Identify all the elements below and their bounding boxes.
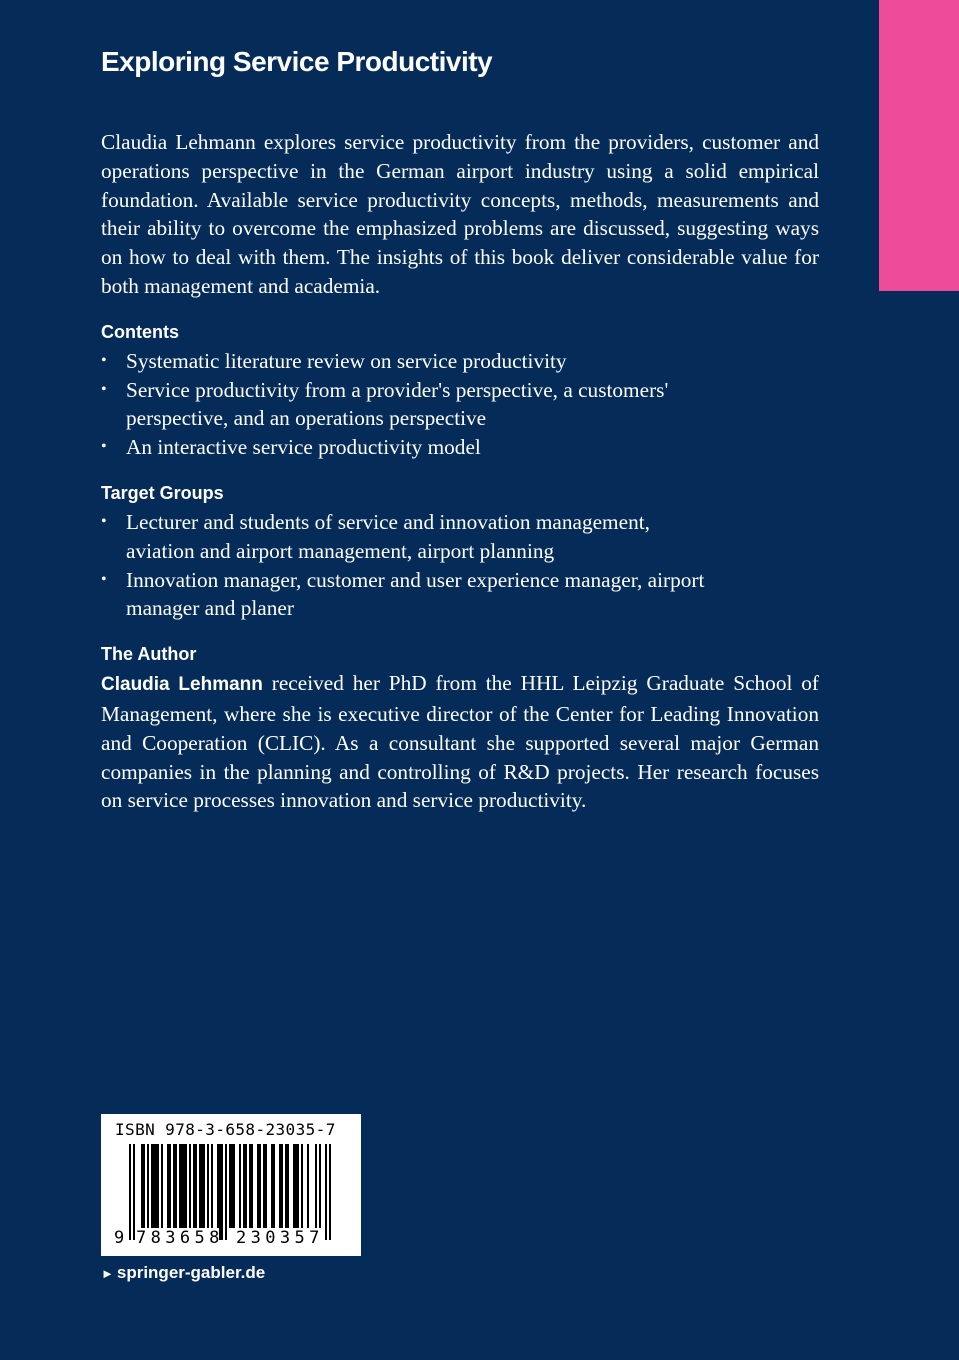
author-bio: [101, 669, 819, 815]
publisher-link[interactable]: [101, 1262, 265, 1285]
barcode-bar: [295, 1144, 297, 1228]
barcode-bar: [315, 1144, 317, 1228]
barcode-bar: [129, 1144, 131, 1240]
barcode-bar: [195, 1144, 197, 1228]
author-heading: The Author: [101, 644, 197, 665]
barcode-bar: [189, 1144, 191, 1228]
barcode-bar: [273, 1144, 275, 1228]
barcode-bar: [143, 1144, 145, 1228]
barcode-bar: [151, 1144, 153, 1228]
barcode-bar: [179, 1144, 181, 1228]
author-bio-text: received her PhD from the HHL Leipzig Graduate School of Management, where she is executive director of the Center for Leading Innovation and Cooperation (CLIC). As a consultant she supported several major German companies in the planning and controlling of R&D projects. Her research focuses on service processes innovation and service productivity.: [101, 671, 819, 813]
barcode-bar: [175, 1144, 177, 1228]
barcode-bar: [297, 1144, 299, 1228]
barcode-bar: [279, 1144, 281, 1228]
barcode-bar: [325, 1144, 327, 1240]
barcode-bar: [169, 1144, 171, 1228]
barcode-bar: [183, 1144, 185, 1228]
barcode-bar: [271, 1144, 273, 1228]
list-item: • Lecturer and students of service and innovation management, aviation and airport management, airport planning: [101, 509, 650, 563]
barcode-bar: [153, 1144, 155, 1228]
barcode-bar: [219, 1144, 221, 1240]
barcode-bar: [233, 1144, 235, 1228]
back-cover-content: [101, 40, 819, 815]
target-groups-list: [101, 508, 819, 623]
barcode-bar: [193, 1144, 195, 1228]
barcode-bar: [287, 1144, 289, 1228]
pink-accent-tab: [879, 0, 959, 291]
contents-list: [101, 347, 819, 462]
list-item: • Service productivity from a provider's perspective, a customers' perspective, and an operations perspective: [101, 377, 669, 431]
barcode-bar: [217, 1144, 219, 1228]
publisher-link-text: springer-gabler.de: [116, 1263, 266, 1282]
isbn-barcode: [101, 1114, 361, 1256]
bullet-icon: •: [101, 380, 107, 398]
barcode-bar: [133, 1144, 135, 1240]
barcode-bar: [263, 1144, 265, 1228]
barcode-bar: [281, 1144, 283, 1228]
list-item: • Innovation manager, customer and user experience manager, airport manager and planer: [101, 567, 705, 621]
barcode-digit-first: 9: [114, 1228, 125, 1248]
author-name: Claudia Lehmann: [101, 674, 263, 696]
barcode-bar: [231, 1144, 233, 1228]
intro-paragraph: Claudia Lehmann explores service productivity from the providers, customer and operations perspective in the German airport industry using a solid empirical foundation. Available service productivity concepts, methods, measurements and their ability to overcome the emphasized problems are discussed, suggesting ways on how to deal with them. The insights of this book deliver considerable value for both management and academia.: [101, 130, 819, 298]
bullet-icon: •: [101, 438, 107, 456]
barcode-bar: [221, 1144, 223, 1240]
book-title: Exploring Service Productivity: [101, 46, 493, 77]
barcode-digits-right: 230357: [236, 1228, 324, 1248]
bullet-icon: •: [101, 512, 107, 530]
barcode-bar: [285, 1144, 287, 1228]
barcode-bar: [243, 1144, 245, 1228]
barcode-bar: [257, 1144, 259, 1228]
barcode-bar: [173, 1144, 175, 1228]
target-groups-heading: Target Groups: [101, 482, 224, 503]
barcode-bar: [161, 1144, 163, 1228]
barcode-bar: [155, 1144, 157, 1228]
barcode-bar: [199, 1144, 201, 1228]
bullet-icon: •: [101, 570, 107, 588]
list-item: • Systematic literature review on service productivity: [101, 347, 706, 376]
barcode-bar: [147, 1144, 149, 1228]
barcode-bar: [307, 1144, 309, 1228]
barcode-bar: [185, 1144, 187, 1228]
bullet-icon: •: [101, 351, 107, 369]
barcode-bar: [259, 1144, 261, 1228]
barcode-digits-left: 783658: [136, 1228, 224, 1248]
barcode-bar: [181, 1144, 183, 1228]
barcode-bar: [249, 1144, 251, 1228]
barcode-bar: [201, 1144, 203, 1228]
contents-heading: Contents: [101, 321, 179, 342]
list-item: • An interactive service productivity model: [101, 433, 706, 462]
barcode-bar: [141, 1144, 143, 1228]
barcode-bar: [293, 1144, 295, 1228]
barcode-bar: [265, 1144, 267, 1228]
barcode-bar: [251, 1144, 253, 1228]
barcode-bar: [229, 1144, 231, 1228]
barcode-bar: [203, 1144, 205, 1228]
barcode-bar: [301, 1144, 303, 1228]
barcode-bar: [329, 1144, 331, 1240]
barcode-bar: [207, 1144, 209, 1228]
barcode-bar: [211, 1144, 213, 1228]
barcode-bar: [157, 1144, 159, 1228]
barcode-bar: [239, 1144, 241, 1228]
barcode-bar: [225, 1144, 227, 1240]
arrow-right-icon: ►: [101, 1266, 114, 1281]
isbn-label: ISBN 978-3-658-23035-7: [115, 1120, 336, 1139]
barcode-bar: [319, 1144, 321, 1228]
barcode-bar: [245, 1144, 247, 1228]
barcode-bar: [167, 1144, 169, 1228]
